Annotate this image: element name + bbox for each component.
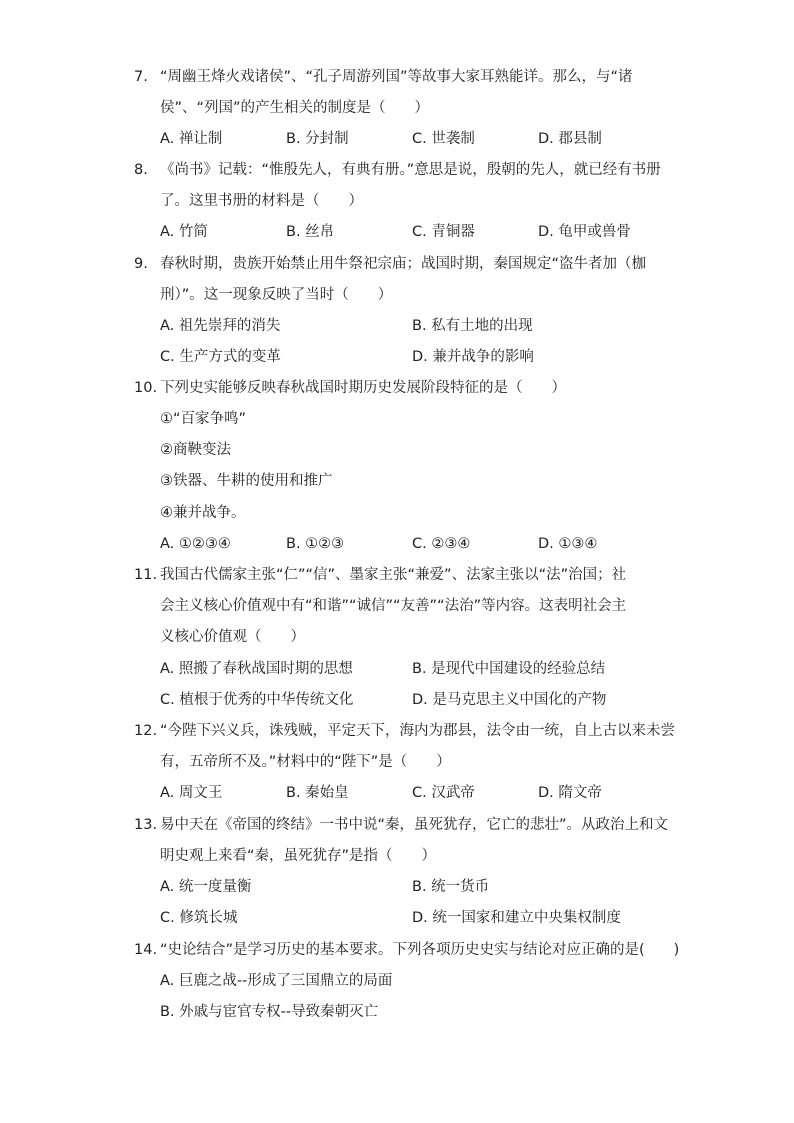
question-text-line: 下列史实能够反映春秋战国时期历史发展阶段特征的是（ ） xyxy=(160,380,566,396)
question-text-line: 了。这里书册的材料是（ ） xyxy=(160,193,363,209)
question-text-line: 侯”、“列国”的产生相关的制度是（ ） xyxy=(160,100,430,116)
question-text-line: 明史观上来看“秦，虽死犹存”是指（ ） xyxy=(160,848,437,864)
option-c: C. 生产方式的变革 xyxy=(160,349,281,365)
question-number: 12. xyxy=(134,723,158,739)
question-number: 8. xyxy=(134,162,148,178)
option-c: C. 青铜器 xyxy=(412,224,475,240)
option-c: C. ②③④ xyxy=(412,536,471,552)
option-b: B. 外戚与宦官专权--导致秦朝灭亡 xyxy=(160,1004,379,1020)
question-text-line: 《尚书》记载：“惟殷先人，有典有册。”意思是说，殷朝的先人，就已经有书册 xyxy=(160,162,661,178)
option-b: B. 统一货币 xyxy=(412,879,490,895)
question-text-line: 会主义核心价值观中有“和谐”“诚信”“友善”“法治”等内容。这表明社会主 xyxy=(160,598,627,614)
option-c: C. 世袭制 xyxy=(412,131,475,147)
question-number: 11. xyxy=(134,567,158,583)
option-b: B. 丝帛 xyxy=(286,224,335,240)
option-a: A. 统一度量衡 xyxy=(160,879,252,895)
question-text-line: “周幽王烽火戏诸侯”、“孔子周游列国”等故事大家耳熟能详。那么，与“诸 xyxy=(160,69,633,85)
option-c: C. 修筑长城 xyxy=(160,910,238,926)
statement-item: ②商鞅变法 xyxy=(160,442,231,458)
question-number: 7. xyxy=(134,69,148,85)
question-number: 14. xyxy=(134,942,158,958)
statement-item: ①“百家争鸣” xyxy=(160,411,247,427)
question-number: 13. xyxy=(134,817,158,833)
option-b: B. ①②③ xyxy=(286,536,345,552)
option-d: D. 龟甲或兽骨 xyxy=(538,224,631,240)
option-b: B. 秦始皇 xyxy=(286,785,349,801)
option-d: D. ①③④ xyxy=(538,536,598,552)
option-d: D. 郡县制 xyxy=(538,131,602,147)
option-b: B. 私有土地的出现 xyxy=(412,318,533,334)
option-b: B. 是现代中国建设的经验总结 xyxy=(412,661,606,677)
option-a: A. 禅让制 xyxy=(160,131,223,147)
question-text-line: 义核心价值观（ ） xyxy=(160,629,305,645)
option-a: A. 周文王 xyxy=(160,785,223,801)
option-d: D. 隋文帝 xyxy=(538,785,602,801)
question-text-line: 易中天在《帝国的终结》一书中说“秦，虽死犹存，它亡的悲壮”。从政治上和文 xyxy=(160,817,669,833)
statement-item: ④兼并战争。 xyxy=(160,505,246,521)
question-number: 9. xyxy=(134,256,148,272)
statement-item: ③铁器、牛耕的使用和推广 xyxy=(160,473,333,489)
option-d: D. 兼并战争的影响 xyxy=(412,349,534,365)
option-a: A. 巨鹿之战--形成了三国鼎立的局面 xyxy=(160,973,393,989)
question-text-line: 刑）”。这一现象反映了当时（ ） xyxy=(160,287,393,303)
option-a: A. 竹简 xyxy=(160,224,208,240)
option-a: A. ①②③④ xyxy=(160,536,231,552)
option-a: A. 照搬了春秋战国时期的思想 xyxy=(160,661,353,677)
option-d: D. 统一国家和建立中央集权制度 xyxy=(412,910,621,926)
question-text-line: “今陛下兴义兵，诛残贼，平定天下，海内为郡县，法令由一统，自上古以来未尝 xyxy=(160,723,676,739)
question-text-line: 春秋时期，贵族开始禁止用牛祭祀宗庙；战国时期，秦国规定“盗牛者加（枷 xyxy=(160,256,647,272)
question-number: 10. xyxy=(134,380,158,396)
option-b: B. 分封制 xyxy=(286,131,349,147)
option-a: A. 祖先崇拜的消失 xyxy=(160,318,281,334)
option-c: C. 汉武帝 xyxy=(412,785,475,801)
question-text-line: “史论结合”是学习历史的基本要求。下列各项历史史实与结论对应正确的是( ) xyxy=(160,942,680,958)
question-text-line: 我国古代儒家主张“仁”“信”、墨家主张“兼爱”、法家主张以“法”治国；社 xyxy=(160,567,627,583)
option-c: C. 植根于优秀的中华传统文化 xyxy=(160,692,354,708)
option-d: D. 是马克思主义中国化的产物 xyxy=(412,692,607,708)
question-text-line: 有，五帝所不及。”材料中的“陛下”是（ ） xyxy=(160,754,451,770)
